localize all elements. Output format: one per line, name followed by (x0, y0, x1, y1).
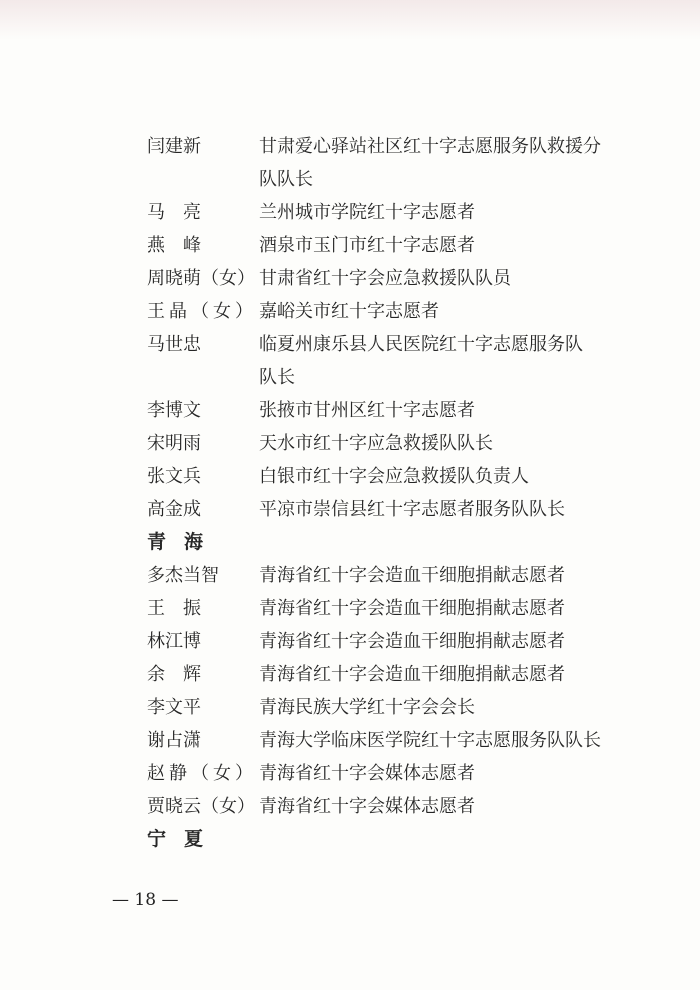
honoree-name: 谢占潇 (147, 730, 201, 751)
honoree-name: 余辉 (147, 664, 219, 685)
list-item-continuation (0, 361, 700, 394)
honoree-name: 林江博 (147, 631, 201, 652)
honoree-description: 甘肃省红十字会应急救援队队员 (259, 268, 511, 289)
list-item (0, 460, 700, 493)
list-item (0, 724, 700, 757)
list-item (0, 625, 700, 658)
honoree-name: 闫建新 (147, 136, 201, 157)
honoree-name: 马亮 (147, 202, 219, 223)
honoree-name: 燕峰 (147, 235, 219, 256)
honoree-description: 青海大学临床医学院红十字志愿服务队队长 (259, 730, 601, 751)
honoree-description: 青海省红十字会造血干细胞捐献志愿者 (259, 565, 565, 586)
honoree-description: 青海省红十字会媒体志愿者 (259, 763, 475, 784)
honoree-description-cont: 队长 (259, 367, 295, 388)
honoree-description: 青海省红十字会媒体志愿者 (259, 796, 475, 817)
honoree-description: 青海省红十字会造血干细胞捐献志愿者 (259, 598, 565, 619)
honoree-description: 青海省红十字会造血干细胞捐献志愿者 (259, 664, 565, 685)
list-item (0, 592, 700, 625)
list-item (0, 427, 700, 460)
section-heading-ningxia: 宁夏 (147, 828, 222, 850)
honoree-name: 周晓萌（女） (147, 268, 255, 289)
list-item (0, 262, 700, 295)
list-item (0, 559, 700, 592)
honoree-name: 李文平 (147, 697, 201, 718)
list-item (0, 394, 700, 427)
honoree-description: 酒泉市玉门市红十字志愿者 (259, 235, 475, 256)
list-item (0, 328, 700, 361)
list-item (0, 295, 700, 328)
honoree-description: 白银市红十字会应急救援队负责人 (259, 466, 529, 487)
honoree-name: 高金成 (147, 499, 201, 520)
honoree-description: 临夏州康乐县人民医院红十字志愿服务队 (259, 334, 583, 355)
honoree-name: 李博文 (147, 400, 201, 421)
honoree-name: 张文兵 (147, 466, 201, 487)
list-item (0, 658, 700, 691)
list-item (0, 130, 700, 163)
list-item (0, 493, 700, 526)
honoree-name: 王晶（女） (147, 301, 257, 322)
page-number: — 18 — (112, 890, 179, 910)
honoree-name: 宋明雨 (147, 433, 201, 454)
honoree-description: 青海省红十字会造血干细胞捐献志愿者 (259, 631, 565, 652)
honoree-name: 赵静（女） (147, 763, 257, 784)
honoree-description: 天水市红十字应急救援队队长 (259, 433, 493, 454)
honoree-name: 贾晓云（女） (147, 796, 255, 817)
honoree-description: 兰州城市学院红十字志愿者 (259, 202, 475, 223)
honoree-name: 马世忠 (147, 334, 201, 355)
honoree-name: 多杰当智 (147, 565, 219, 586)
honoree-description: 张掖市甘州区红十字志愿者 (259, 400, 475, 421)
list-item-continuation (0, 163, 700, 196)
section-heading-qinghai: 青海 (147, 531, 222, 553)
list-item (0, 229, 700, 262)
list-item (0, 196, 700, 229)
list-item (0, 757, 700, 790)
honoree-name: 王振 (147, 598, 219, 619)
honoree-description: 甘肃爱心驿站社区红十字志愿服务队救援分 (259, 136, 601, 157)
honoree-description: 平凉市崇信县红十字志愿者服务队队长 (259, 499, 565, 520)
honoree-description: 青海民族大学红十字会会长 (259, 697, 475, 718)
honoree-description-cont: 队队长 (259, 169, 313, 190)
scan-edge-tint (0, 0, 700, 40)
list-item (0, 790, 700, 823)
list-item (0, 691, 700, 724)
honoree-description: 嘉峪关市红十字志愿者 (259, 301, 439, 322)
